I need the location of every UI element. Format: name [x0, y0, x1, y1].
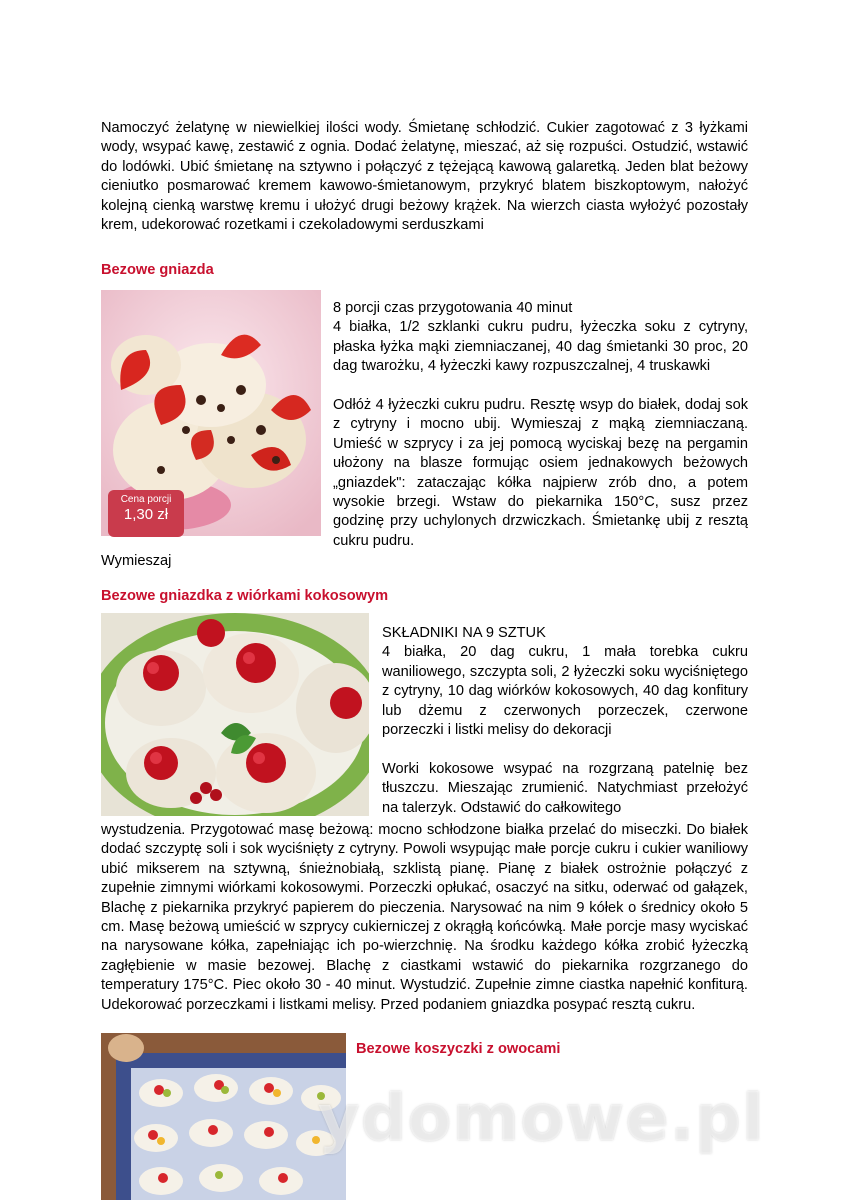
intro-paragraph: Namoczyć żelatynę w niewielkiej ilości wody. Śmietanę schłodzić. Cukier zagotować z 3 łyżkami wody, wsypać kawę, zestawić z ognia. Dodać żelatynę, mieszać, aż się rozpuści. Ostudzić, wstawić do lodówki. Ubić śmietanę na sztywno i połączyć z tężejącą kawową galaretką. Jeden blat beżowy cieniutko posmarować kremem kawowo-śmietanowym, przykryć blatem biszkoptowym, nałożyć kolejną cienką warstwę kremu i ułożyć drugi beżowy krążek. Na wierzch ciasta wyłożyć pozostały krem, udekorować rozetkami i czekoladowymi serduszkami — [101, 120, 748, 234]
coconut-meringue-currant-photo — [101, 613, 369, 816]
recipe2-ingredients: 4 białka, 20 dag cukru, 1 mała torebka cukru waniliowego, szczypta soli, 2 łyżeczki soku wyciśniętego z cytryny, 10 dag wiórków kokosowych, 40 dag konfitury lub dżemu z czerwonych porzeczek, czerwone porzeczki i listki melisy do dekoracji — [382, 644, 748, 739]
price-badge — [108, 490, 184, 537]
recipe2-method-start: Worki kokosowe wsypać na rozgrzaną patelnię bez tłuszczu. Mieszając zrumienić. Natychmiast przełożyć na talerzyk. Odstawić do całkowitego — [382, 760, 748, 816]
recipe2-ingredients-header: SKŁADNIKI NA 9 SZTUK — [382, 625, 546, 641]
recipe1-portions: 8 porcji czas przygotowania 40 minut — [333, 300, 573, 316]
recipe2-method-rest: wystudzenia. Przygotować masę beżową: mocno schłodzone białka przelać do miseczki. Do białek dodać szczyptę soli i sok wyciśnięty z cytryny. Powoli wsypując małe porcje cukru i cukier waniliowy ubić mikserem na sztywną, śnieżnobiałą, szklistą pianę. Pianę z białek ostrożnie połączyć z zupełnie zimnymi wiórkami kokosowymi. Porzeczki opłukać, osaczyć na sitku, oderwać od gałązek, Blachę z piekarnika przykryć papierem do pieczenia. Narysować na nim 9 kółek o średnicy około 5 cm. Masę beżową umieścić w szprycy cukierniczej z okrągłą końcówką. Małe porcje masy wyciskać na narysowane kółka, zapełniając ich po-wierzchnię. Na środku każdego kółka zrobić łyżeczką zagłębienie w masie bezowej. Blachę z ciastkami wstawić do piekarnika rozgrzanego do temperatury 175°C. Piec około 30 - 40 minut. Wystudzić. Zupełnie zimne ciastka napełnić konfiturą. Udekorować porzeczkami i listkami melisy. Przed podaniem gniazdka posypać resztą cukru. — [101, 822, 748, 1013]
recipe1-ingredients: 4 białka, 1/2 szklanki cukru pudru, łyżeczka soku z cytryny, płaska łyżka mąki ziemniaczanej, 40 dag śmietanki 30 proc, 20 dag twarożku, 4 łyżeczki kawy rozpuszczalnej, 4 truskawki — [333, 319, 748, 375]
recipe1-text — [333, 299, 748, 551]
recipe1-continuation: Wymieszaj — [101, 553, 172, 569]
recipe-title-bezowe-koszyczki: Bezowe koszyczki z owocami — [356, 1041, 561, 1057]
site-watermark: ydomowe.pl — [318, 1082, 765, 1156]
recipe-title-bezowe-gniazdka-kokos: Bezowe gniazdka z wiórkami kokosowym — [101, 588, 389, 604]
price-badge-label: Cena porcji — [120, 494, 172, 505]
price-badge-value: 1,30 zł — [123, 506, 169, 523]
recipe2-side-text — [382, 624, 748, 818]
meringue-baskets-fruit-photo — [101, 1033, 346, 1200]
recipe1-method: Odłóż 4 łyżeczki cukru pudru. Resztę wsyp do białek, dodaj sok z cytryny i mocno ubij. Wymieszaj z mąką ziemniaczaną. Umieść w szprycy i za jej pomocą wyciskaj bezę na pergamin ułożony na blasze formując osiem jednakowych beżowych „gniazdek": zataczając kółka najpierw zrób dno, a potem wysokie brzegi. Wstaw do piekarnika 150°C, susz przez godzinę przy uchylonych drzwiczkach. Śmietankę ubij z resztą cukru pudru. — [333, 397, 748, 549]
recipe-title-bezowe-gniazda: Bezowe gniazda — [101, 262, 214, 278]
